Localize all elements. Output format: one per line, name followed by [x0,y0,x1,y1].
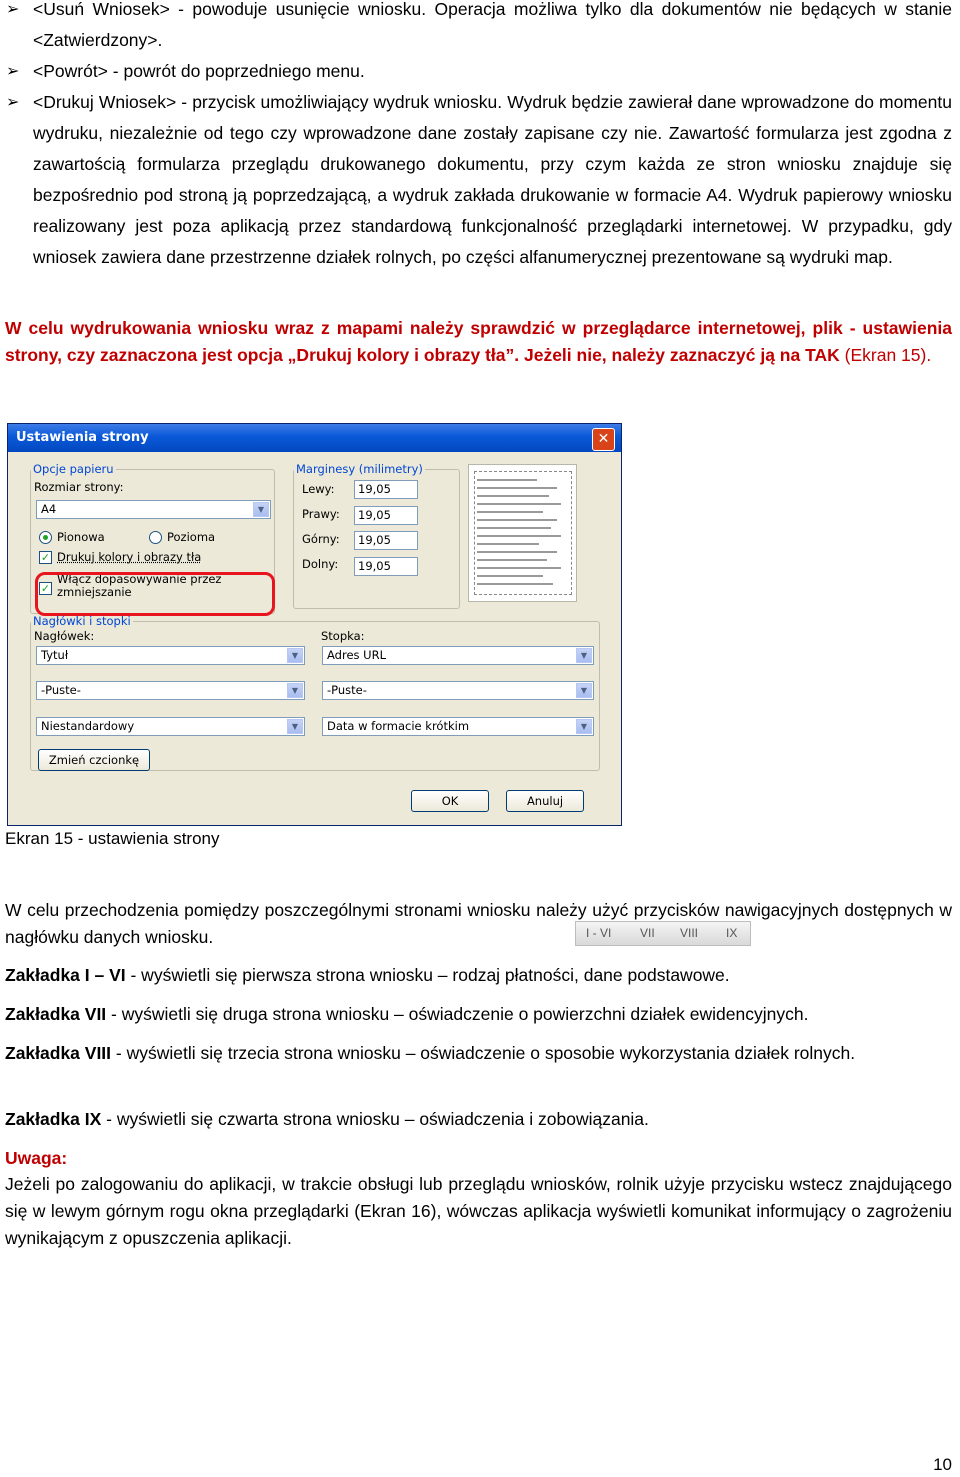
tab-desc-label: Zakładka I – VI [5,965,126,985]
page-size-label: Rozmiar strony: [34,480,124,494]
header-select-1-value: Tytuł [41,648,69,662]
nav-tab-1: I - VI [586,926,612,940]
page-size-value: A4 [41,502,57,516]
chevron-down-icon[interactable]: ▼ [287,719,303,734]
red-highlight-frame [35,572,275,616]
chevron-down-icon[interactable]: ▼ [287,648,303,663]
chevron-down-icon[interactable]: ▼ [576,683,592,698]
preview-line [477,575,543,577]
arrow-bullet-icon: ➢ [6,1,20,18]
nav-tab-2: VII [640,926,655,940]
headers-footers-legend: Nagłówki i stopki [33,614,131,628]
print-note-bold: W celu wydrukowania wniosku wraz z mapami należy sprawdzić w przeglądarce internetowej, plik - ustawienia strony, czy zaznaczona jest opcja „Drukuj kolory i obrazy tła”. Jeżeli nie, należy zaznaczyć ją na TAK [5,318,952,365]
preview-line [477,479,537,481]
footer-select-1[interactable] [322,646,594,665]
dialog-titlebar [8,424,621,452]
header-select-2-value: -Puste- [41,683,81,697]
nav-tab-4: IX [726,926,738,940]
landscape-label: Pozioma [167,530,216,544]
tab-desc-text: - wyświetli się czwarta strona wniosku – oświadczenia i zobowiązania. [101,1109,649,1129]
portrait-label: Pionowa [57,530,105,544]
preview-line [477,567,561,569]
page-number: 10 [933,1455,952,1474]
arrow-bullet-icon: ➢ [6,63,20,80]
bullet-text: <Drukuj Wniosek> - przycisk umożliwiający wydruk wniosku. Wydruk będzie zawierał dane wprowadzone do momentu wydruku, niezależnie od tego czy wprowadzone dane zostały zapisane czy nie. Zawartość formularza jest zgodna z zawartością formularza przeglądu drukowanego dokumentu, przy czym każda ze stron wniosku znajduje się bezpośrednio pod stroną ją poprzedzającą, a wydruk zakłada drukowanie w formacie A4. Wydruk papierowy wniosku realizowany jest poza aplikacją przez standardową funkcjonalność przeglądarki internetowej. W przypadku, gdy wniosek zawiera dane przestrzenne działek rolnych, po części alfanumerycznej prezentowane są wydruki map. [33,92,952,267]
shrink-to-fit-checkbox[interactable]: ✓ [40,582,51,595]
header-select-2[interactable] [36,681,305,700]
print-background-checkbox[interactable]: ✓ [40,551,51,564]
print-note-ref-close: ). [920,345,932,365]
bullet-back [6,56,952,87]
chevron-down-icon[interactable]: ▼ [576,648,592,663]
dialog-title: Ustawienia strony [16,430,149,445]
bullet-print [6,87,952,273]
tab-desc-3 [5,1040,952,1067]
preview-line [477,495,549,497]
print-background-label: Drukuj kolory i obrazy tła [57,550,202,564]
bullet-list [6,0,952,273]
chevron-down-icon[interactable]: ▼ [287,683,303,698]
bullet-text: <Powrót> - powrót do poprzedniego menu. [33,61,365,81]
warning-heading: Uwaga: [5,1148,68,1168]
footer-select-2-value: -Puste- [327,683,367,697]
header-label: Nagłówek: [34,629,95,643]
footer-select-3[interactable] [322,717,594,736]
margins-legend: Marginesy (milimetry) [296,462,423,476]
warning-text: Jeżeli po zalogowaniu do aplikacji, w trakcie obsługi lub przeglądu wniosków, rolnik użyje przycisku wstecz znajdującego się w lewym górnym rogu okna przeglądarki (Ekran 16), wówczas aplikacja wyświetli komunikat informujący o zagrożeniu wynikającym z opuszczenia aplikacji. [5,1174,952,1248]
tab-desc-text: - wyświetli się druga strona wniosku – oświadczenie o powierzchni działek ewidencyjnych. [106,1004,809,1024]
close-icon[interactable]: ✕ [592,428,615,451]
shrink-to-fit-label: Włącz dopasowywanie przez zmniejszanie [57,572,222,599]
footer-label: Stopka: [321,629,365,643]
print-note-ref-open: (Ekran 15 [839,345,921,365]
preview-line [477,503,561,505]
tab-desc-2 [5,1001,952,1028]
arrow-bullet-icon: ➢ [6,94,20,111]
margin-left-label: Lewy: [302,482,335,496]
print-note [5,315,952,369]
preview-line [477,551,557,553]
bullet-delete [6,0,952,56]
chevron-down-icon[interactable]: ▼ [576,719,592,734]
navigation-paragraph: W celu przechodzenia pomiędzy poszczególnymi stronami wniosku należy użyć przycisków nawigacyjnych dostępnych w nagłówku danych wniosku. [5,900,952,947]
margin-top-input[interactable]: 19,05 [354,531,418,550]
chevron-down-icon[interactable]: ▼ [253,502,269,517]
landscape-radio[interactable] [149,531,162,544]
margin-left-input[interactable]: 19,05 [354,480,418,499]
header-select-3[interactable] [36,717,305,736]
warning-label [5,1145,952,1172]
preview-line [477,543,539,545]
nav-tab-3: VIII [680,926,699,940]
margin-bottom-label: Dolny: [302,557,339,571]
preview-line [477,527,551,529]
page-setup-dialog [7,423,622,826]
portrait-radio[interactable] [39,531,52,544]
preview-line [477,583,553,585]
margin-right-label: Prawy: [302,507,340,521]
margin-right-input[interactable]: 19,05 [354,506,418,525]
header-select-3-value: Niestandardowy [41,719,135,733]
header-select-1[interactable] [36,646,305,665]
tab-desc-label: Zakładka IX [5,1109,102,1129]
tab-desc-text: - wyświetli się pierwsza strona wniosku – rodzaj płatności, dane podstawowe. [125,965,730,985]
footer-select-1-value: Adres URL [327,648,386,662]
page-preview [468,464,577,602]
preview-line [477,487,557,489]
footer-select-3-value: Data w formacie krótkim [327,719,470,733]
tab-desc-1 [5,962,952,989]
nav-tabs-image [575,921,751,946]
margin-top-label: Górny: [302,532,340,546]
margin-bottom-input[interactable]: 19,05 [354,557,418,576]
tab-desc-label: Zakładka VII [5,1004,107,1024]
bullet-text: <Usuń Wniosek> - powoduje usunięcie wniosku. Operacja możliwa tylko dla dokumentów nie będących w stanie <Zatwierdzony>. [33,0,952,50]
cancel-button[interactable]: Anuluj [506,790,584,812]
figure-caption: Ekran 15 - ustawienia strony [5,829,220,848]
tab-desc-text: - wyświetli się trzecia strona wniosku – oświadczenie o sposobie wykorzystania działek rolnych. [111,1043,856,1063]
page-size-select[interactable] [36,500,271,519]
change-font-button[interactable]: Zmień czcionkę [38,749,150,771]
tab-desc-4 [5,1106,952,1133]
preview-line [477,519,557,521]
tab-desc-label: Zakładka VIII [5,1043,112,1063]
ok-button[interactable]: OK [411,790,489,812]
footer-select-2[interactable] [322,681,594,700]
preview-line [477,511,543,513]
preview-line [477,535,561,537]
paper-options-legend: Opcje papieru [33,462,114,476]
preview-line [477,559,547,561]
